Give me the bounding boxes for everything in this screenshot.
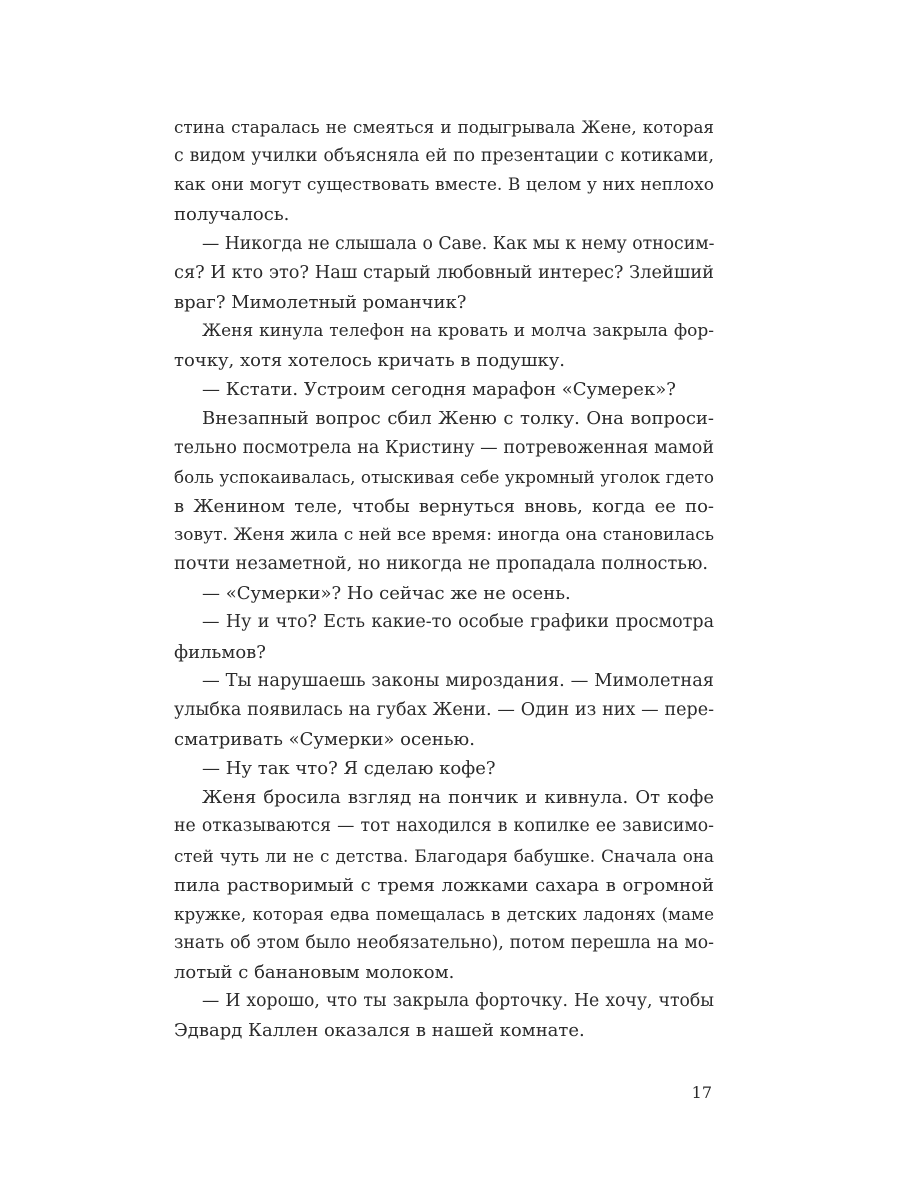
text-line: с видом училки объясняла ей по презентации с котиками, [174, 146, 714, 167]
text-line: получалось. [174, 204, 290, 226]
text-line: знать об этом было необязательно), потом перешла на мо- [174, 932, 714, 953]
page-number: 17 [691, 1083, 712, 1102]
text-line: сматривать «Сумерки» осенью. [174, 728, 475, 750]
text-line: — Кстати. Устроим сегодня марафон «Сумерек»? [202, 379, 676, 401]
text-line: — Ну и что? Есть какие-то особые графики просмотра [202, 612, 714, 633]
text-line: — Ну так что? Я сделаю кофе? [202, 758, 496, 780]
text-line: лотый с банановым молоком. [174, 962, 455, 984]
text-line: Эдвард Каллен оказался в нашей комнате. [174, 1020, 585, 1042]
text-line: — Ты нарушаешь законы мироздания. — Мимолетная [202, 670, 714, 691]
text-line: фильмов? [174, 641, 266, 663]
text-line: точку, хотя хотелось кричать в подушку. [174, 350, 566, 372]
text-line: зовут. Женя жила с ней все время: иногда она становилась [174, 524, 714, 545]
text-line: — «Сумерки»? Но сейчас же не осень. [202, 583, 571, 605]
text-line: стина старалась не смеяться и подыгрывала Жене, которая [174, 117, 714, 137]
text-line: Женя кинула телефон на кровать и молча закрыла фор- [202, 320, 714, 341]
body-text [174, 113, 714, 1046]
text-line: ся? И кто это? Наш старый любовный интерес? Злейший [174, 262, 714, 283]
text-line: стей чуть ли не с детства. Благодаря бабушке. Сначала она [174, 845, 714, 866]
text-line: в Женином теле, чтобы вернуться вновь, когда ее по- [174, 495, 714, 517]
text-line: враг? Мимолетный романчик? [174, 291, 467, 313]
text-line: кружке, которая едва помещалась в детских ладонях (маме [174, 903, 714, 924]
text-line: боль успокаивалась, отыскивая себе укромный уголок гдето [174, 466, 714, 487]
text-line: — И хорошо, что ты закрыла форточку. Не хочу, чтобы [202, 991, 714, 1012]
text-line: почти незаметной, но никогда не пропадала полностью. [174, 554, 709, 575]
text-line: пила растворимый с тремя ложками сахара в огромной [174, 874, 714, 896]
text-line: — Никогда не слышала о Саве. Как мы к нему относим- [202, 233, 715, 254]
text-line: Внезапный вопрос сбил Женю с толку. Она вопроси- [202, 408, 714, 430]
text-line: тельно посмотрела на Кристину — потревоженная мамой [174, 437, 714, 458]
text-line: как они могут существовать вместе. В целом у них неплохо [174, 175, 714, 196]
text-line: улыбка появилась на губах Жени. — Один из них — пере- [174, 699, 714, 720]
text-line: Женя бросила взгляд на пончик и кивнула. От кофе [202, 787, 714, 809]
text-line: не отказываются — тот находился в копилке ее зависимо- [174, 816, 714, 837]
